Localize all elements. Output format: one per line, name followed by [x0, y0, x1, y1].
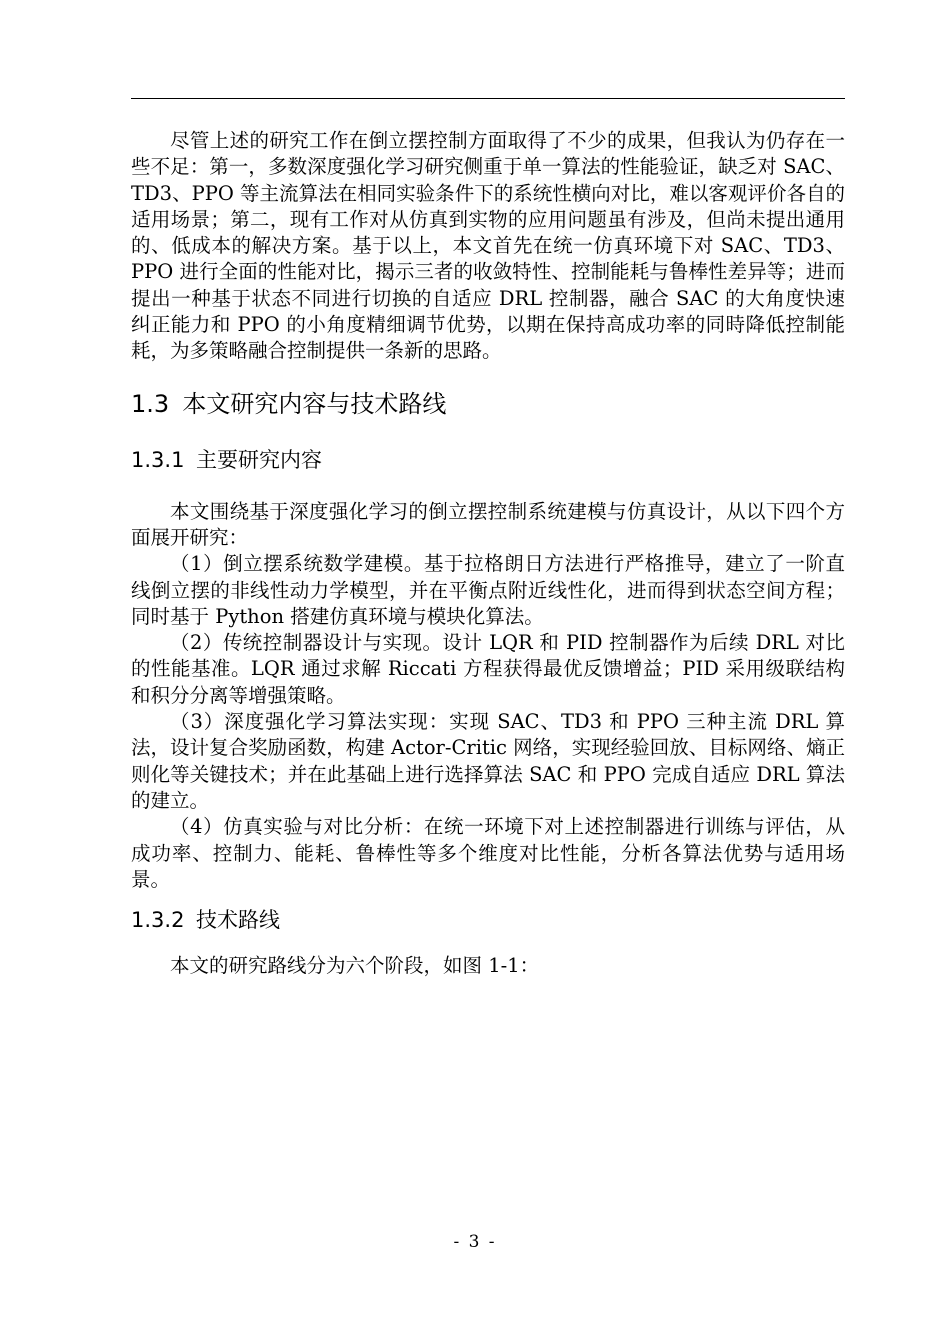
research-item-2: （2）传统控制器设计与实现。设计 LQR 和 PID 控制器作为后续 DRL 对比的性能基准。LQR 通过求解 Riccati 方程获得最优反馈增益；PID 采用级联结构和积分分离等增强策略。: [131, 631, 845, 707]
research-item-3: （3）深度强化学习算法实现：实现 SAC、TD3 和 PPO 三种主流 DRL 算法，设计复合奖励函数，构建 Actor-Critic 网络，实现经验回放、目标网络、熵正则化等关键技术；并在此基础上进行选择算法 SAC 和 PPO 完成自适应 DRL 算法的建立。: [131, 710, 845, 812]
subsection-title: 主要研究内容: [195, 447, 322, 472]
subsection-number: 1.3.2: [131, 908, 185, 933]
research-overview-paragraph: 本文围绕基于深度强化学习的倒立摆控制系统建模与仿真设计，从以下四个方面展开研究：: [131, 499, 845, 549]
subsection-number: 1.3.1: [131, 447, 185, 472]
page-body: [131, 128, 845, 979]
section-heading-1-3: [131, 387, 845, 421]
page-number: - 3 -: [453, 1232, 497, 1252]
technical-route-paragraph: 本文的研究路线分为六个阶段，如图 1-1：: [170, 954, 540, 978]
research-item-1: （1）倒立摆系统数学建模。基于拉格朗日方法进行严格推导，建立了一阶直线倒立摆的非线性动力学模型，并在平衡点附近线性化，进而得到状态空间方程；同时基于 Python 搭建仿真环境与模块化算法。: [131, 552, 845, 628]
research-item-4: （4）仿真实验与对比分析：在统一环境下对上述控制器进行训练与评估，从成功率、控制力、能耗、鲁棒性等多个维度对比性能，分析各算法优势与适用场景。: [131, 815, 845, 891]
subsection-heading-1-3-2: [131, 905, 845, 935]
header-rule: [131, 98, 845, 99]
subsection-heading-1-3-1: [131, 445, 845, 475]
intro-paragraph: 尽管上述的研究工作在倒立摆控制方面取得了不少的成果，但我认为仍存在一些不足：第一，多数深度强化学习研究侧重于单一算法的性能验证，缺乏对 SAC、TD3、PPO 等主流算法在相同实验条件下的系统性横向对比，难以客观评价各自的适用场景；第二，现有工作对从仿真到实物的应用问题虽有涉及，但尚未提出通用的、低成本的解决方案。基于以上，本文首先在统一仿真环境下对 SAC、TD3、PPO 进行全面的性能对比，揭示三者的收敛特性、控制能耗与鲁棒性差异等；进而提出一种基于状态不同进行切换的自适应 DRL 控制器，融合 SAC 的大角度快速纠正能力和 PPO 的小角度精细调节优势，以期在保持高成功率的同時降低控制能耗，为多策略融合控制提供一条新的思路。: [131, 129, 845, 363]
section-number: 1.3: [131, 389, 170, 418]
subsection-title: 技术路线: [195, 908, 280, 933]
section-title: 本文研究内容与技术路线: [182, 389, 447, 418]
